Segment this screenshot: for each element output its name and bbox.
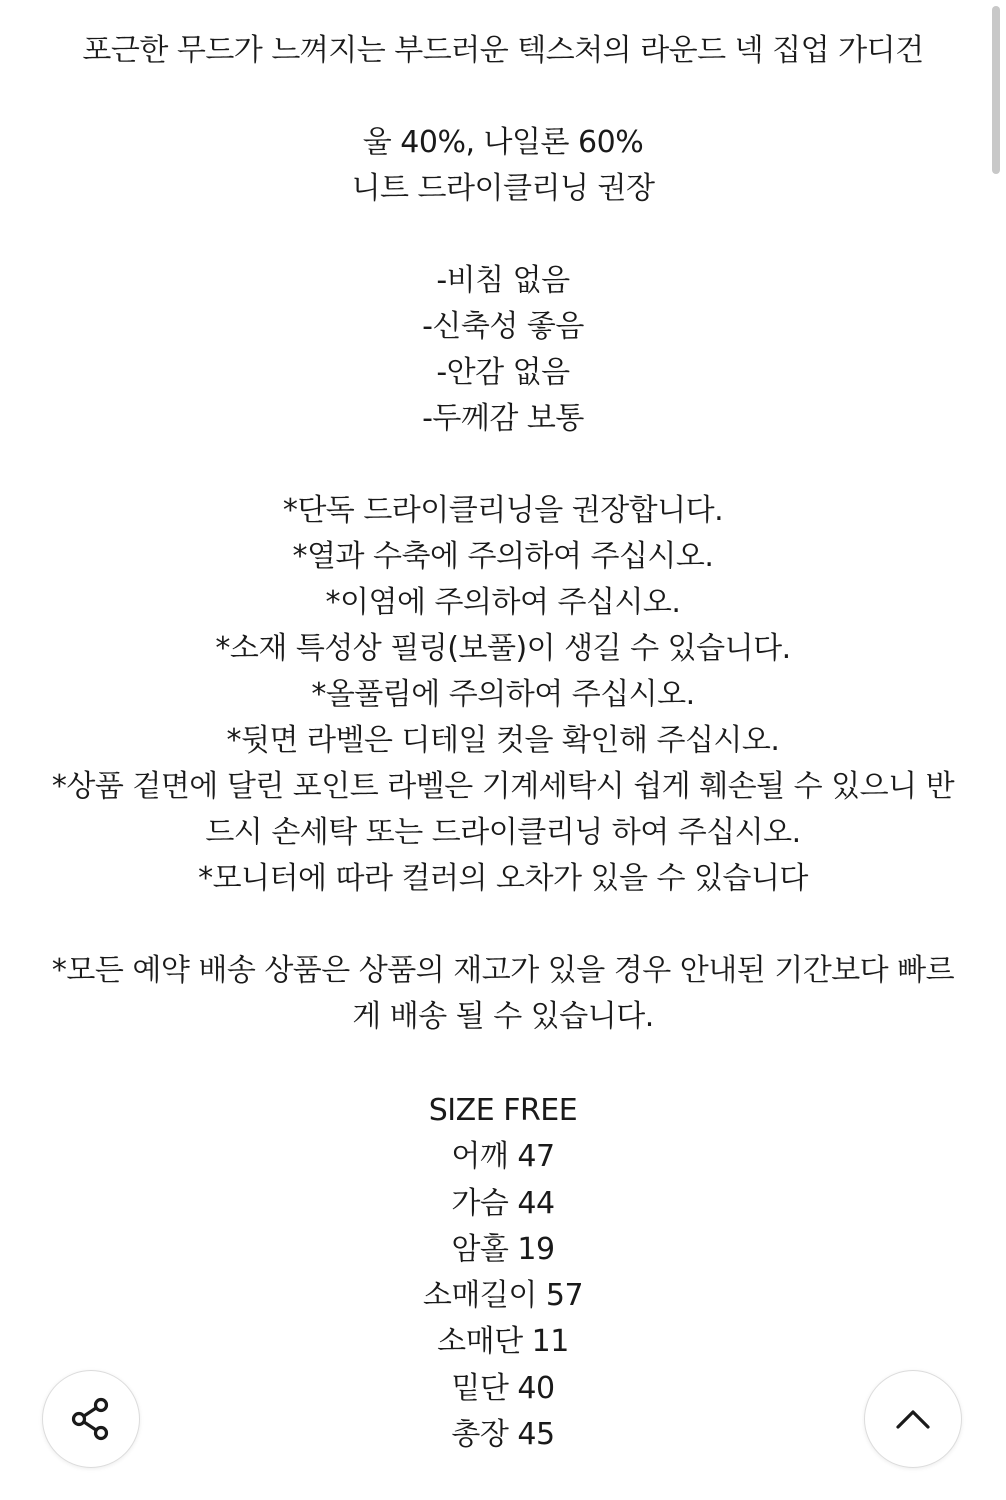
size-info [0,1088,1006,1458]
notice-item: *모니터에 따라 컬러의 오차가 있을 수 있습니다 [198,861,808,896]
size-row: 어깨 47 [451,1139,555,1175]
size-row: 소매길이 57 [422,1278,584,1314]
notice-item: *열과 수축에 주의하여 주십시오. [292,539,714,574]
size-row: 밑단 40 [451,1370,555,1406]
notice-item: *소재 특성상 필링(보풀)이 생길 수 있습니다. [215,631,791,666]
feature-item: -두께감 보통 [422,401,584,436]
notice-item: *이염에 주의하여 주십시오. [325,585,681,620]
size-row: 가슴 44 [451,1185,555,1221]
share-button[interactable] [42,1370,140,1468]
notice-item: *올풀림에 주의하여 주십시오. [311,677,695,712]
product-description [0,28,1006,1040]
care-text: 니트 드라이클리닝 권장 [351,171,655,206]
material-text: 울 40%, 나일론 60% [362,125,644,160]
chevron-up-icon [893,1399,933,1439]
scrollbar-thumb[interactable] [992,6,1000,174]
notice-item: *뒷면 라벨은 디테일 컷을 확인해 주십시오. [226,723,780,758]
size-title: SIZE FREE [428,1093,578,1128]
description-intro: 포근한 무드가 느껴지는 부드러운 텍스처의 라운드 넥 집업 가디건 [82,33,924,68]
size-row: 암홀 19 [451,1231,555,1267]
shipping-notice: *모든 예약 배송 상품은 상품의 재고가 있을 경우 안내된 기간보다 빠르 [51,953,955,988]
notice-item: *단독 드라이클리닝을 권장합니다. [282,493,724,528]
scroll-to-top-button[interactable] [864,1370,962,1468]
feature-item: -비침 없음 [436,263,570,298]
feature-item: -안감 없음 [436,355,570,390]
size-row: 총장 45 [451,1417,555,1453]
shipping-notice: 게 배송 될 수 있습니다. [352,999,654,1034]
share-icon [66,1394,116,1444]
notice-item: 드시 손세탁 또는 드라이클리닝 하여 주십시오. [205,815,801,850]
feature-item: -신축성 좋음 [422,309,584,344]
size-row: 소매단 11 [437,1324,569,1360]
notice-item: *상품 겉면에 달린 포인트 라벨은 기계세탁시 쉽게 훼손될 수 있으니 반 [51,769,955,804]
